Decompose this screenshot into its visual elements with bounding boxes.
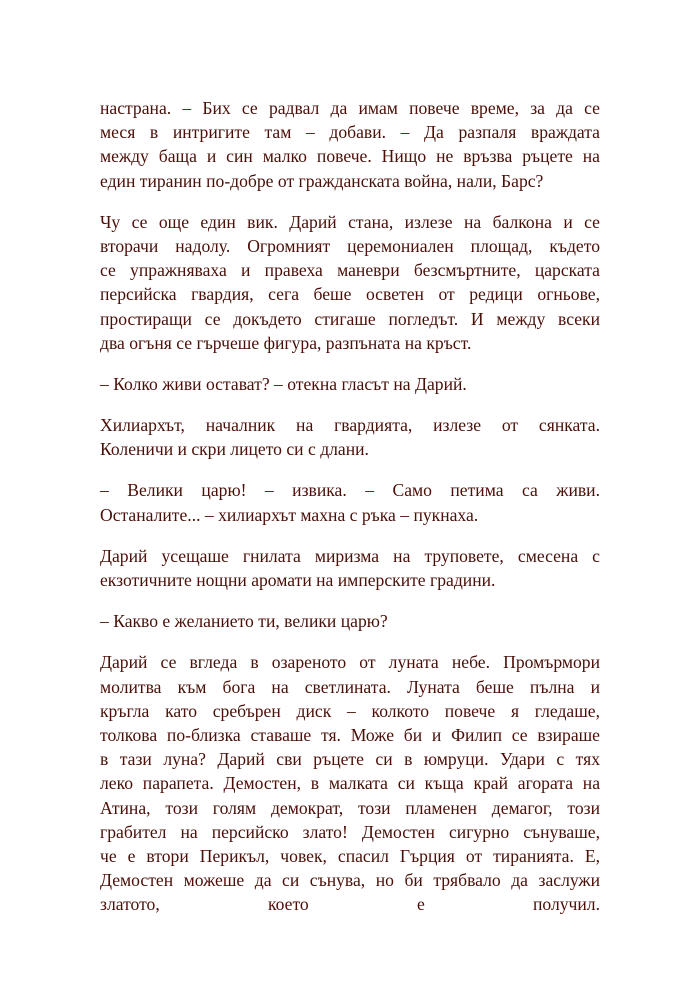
text-line: персийска гвардия, сега беше осветен от редици огньове, (100, 284, 600, 305)
paragraph-5 (100, 478, 600, 526)
text-line: между баща и син малко повече. Нищо не връзва ръцете на (100, 146, 600, 167)
text-line: Демостен можеше да си сънува, но би трябвало да заслужи (100, 870, 600, 891)
text-line: – Какво е желанието ти, велики царю? (100, 611, 388, 632)
text-line: – Колко живи остават? – отекна гласът на Дарий. (100, 373, 467, 394)
paragraph-1 (100, 96, 600, 193)
text-line: толкова по-близка ставаше тя. Може би и Филип се взираше (100, 724, 600, 745)
text-line (100, 916, 600, 940)
text-line: настрана. – Бих се радвал да имам повече време, за да се (100, 98, 600, 118)
text-line: вторачи надолу. Огромният церемониален площад, където (100, 235, 600, 256)
text-line: леко парапета. Демостен, в малката си къща край агората на (100, 773, 600, 794)
text-line: два огъня се гърчеше фигура, разпъната на кръст. (100, 332, 472, 353)
text-line: Дарий се вгледа в озареното от луната небе. Промърмори (100, 652, 600, 673)
text-line: един тиранин по-добре от гражданската война, нали, Барс? (100, 170, 544, 191)
text-line: кръгла като сребърен диск – колкото повече я гледаше, (100, 700, 600, 721)
paragraph-3 (100, 372, 600, 396)
page-text (100, 96, 600, 958)
text-line: меся в интригите там – добави. – Да разпаля враждата (100, 122, 600, 143)
paragraph-7 (100, 609, 600, 633)
text-line: в тази луна? Дарий сви ръцете си в юмруци. Удари с тях (100, 749, 600, 770)
text-line: – Велики царю! – извика. – Само петима са живи. (100, 480, 600, 501)
text-line: Хилиархът, началник на гвардията, излезе от сянката. (100, 415, 600, 436)
text-line: Чу се още един вик. Дарий стана, излезе на балкона и се (100, 211, 600, 232)
text-line: Дарий усещаше гнилата миризма на труповете, смесена с (100, 545, 600, 566)
text-line: Коленичи и скри лицето си с длани. (100, 439, 369, 460)
text-line: молитва към бога на светлината. Луната беше пълна и (100, 676, 600, 697)
text-line: се упражняваха и правеха маневри безсмъртните, царската (100, 260, 600, 281)
text-line: екзотичните нощни аромати на имперските градини. (100, 570, 496, 590)
text-line: че е втори Перикъл, човек, спасил Гърция от тиранията. Е, (100, 845, 600, 866)
paragraph-2 (100, 210, 600, 355)
text-line: простиращи се докъдето стигаше погледът. И между всеки (100, 308, 600, 329)
text-line: грабител на персийско злато! Демостен сигурно сънуваше, (100, 821, 600, 842)
text-line: Останалите... – хилиархът махна с ръка – пукнаха. (100, 504, 479, 525)
text-line: Атина, този голям демократ, този пламенен демагог, този (100, 797, 600, 818)
paragraph-8 (100, 650, 600, 940)
paragraph-4 (100, 413, 600, 461)
paragraph-6 (100, 544, 600, 592)
text-line: златото, което е получил. (100, 894, 600, 915)
